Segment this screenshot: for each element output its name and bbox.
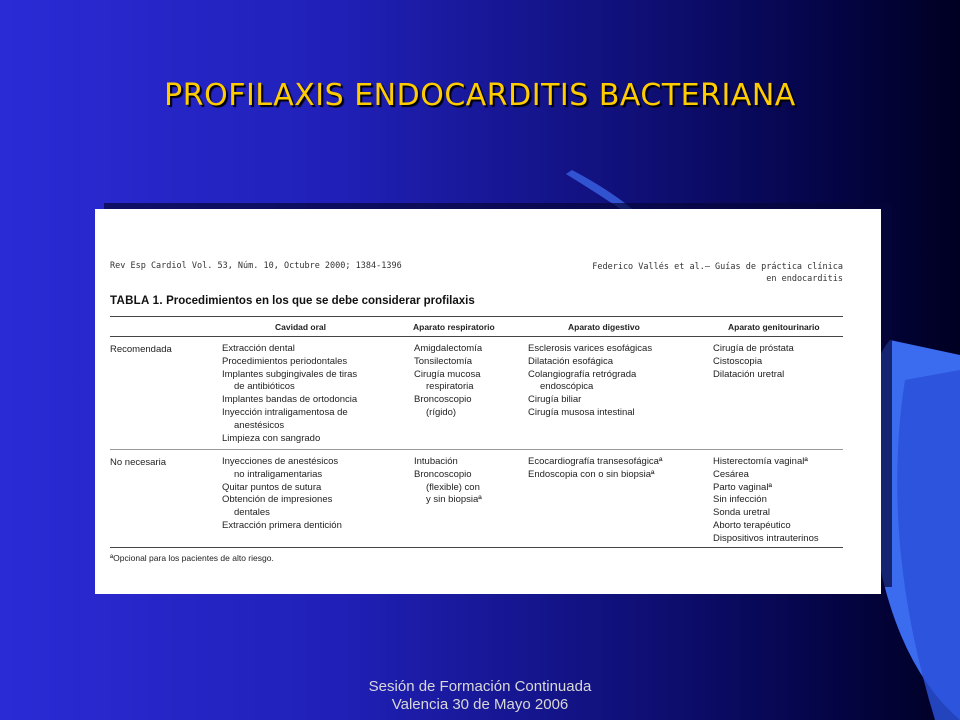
cell-line: respiratoria (426, 381, 474, 393)
cell-line: de antibióticos (234, 381, 295, 393)
citation-right-line1: Federico Vallés et al.– Guías de práctica clínica (592, 262, 843, 272)
cell-line: Extracción dental (222, 343, 295, 354)
cell-line: Obtención de impresiones (222, 494, 333, 506)
row-label: No necesaria (110, 457, 166, 468)
table-label: TABLA 1. (110, 295, 163, 307)
cell-line: Intubación (414, 456, 458, 467)
table-cell (414, 343, 482, 420)
cell-line: Inyecciones de anestésicos (222, 456, 339, 467)
cell-line: Cirugía musosa intestinal (528, 406, 635, 418)
cell-line: Extracción primera dentición (222, 519, 342, 531)
cell-line: Endoscopia con o sin biopsiaª (528, 468, 655, 480)
cell-line: Broncoscopio (414, 394, 472, 406)
footer-line1: Sesión de Formación Continuada (368, 678, 592, 695)
scanned-table-image (95, 209, 881, 594)
row-divider (110, 449, 843, 450)
cell-line: Esclerosis varices esofágicas (528, 343, 653, 354)
column-header: Aparato digestivo (568, 322, 640, 332)
table-cell (222, 343, 357, 445)
cell-line: Ecocardiografía transesofágicaª (528, 456, 663, 467)
table-top-rule (110, 316, 843, 317)
cell-line: dentales (234, 507, 270, 519)
cell-line: Amigdalectomía (414, 343, 483, 354)
cell-line: Histerectomía vaginalª (713, 456, 808, 467)
cell-line: Cirugía de próstata (713, 343, 794, 354)
footer-line2: Valencia 30 de Mayo 2006 (391, 696, 569, 713)
cell-line: Inyección intraligamentosa de (222, 406, 348, 418)
cell-line: Implantes bandas de ortodoncia (222, 394, 358, 406)
column-header: Aparato respiratorio (413, 322, 495, 332)
cell-line: Colangiografía retrógrada (528, 368, 637, 380)
cell-line: Cistoscopia (713, 355, 763, 367)
cell-line: Parto vaginalª (713, 481, 772, 493)
decorative-mid-shape (897, 370, 960, 720)
cell-line: Limpieza con sangrado (222, 432, 321, 444)
cell-line: Cesárea (713, 468, 749, 480)
cell-line: Implantes subgingivales de tiras (222, 368, 358, 380)
table-footnote: ªOpcional para los pacientes de alto riesgo. (110, 553, 274, 563)
citation-right-line2: en endocarditis (766, 274, 843, 284)
table-cell (528, 456, 662, 482)
header-bottom-rule (110, 336, 843, 337)
table-bottom-rule (110, 547, 843, 548)
table-cell (713, 343, 794, 381)
cell-line: Dilatación esofágica (528, 355, 614, 367)
table-cell (414, 456, 482, 507)
column-header: Aparato genitourinario (728, 322, 820, 332)
table-cell (222, 456, 342, 533)
cell-line: Procedimientos periodontales (222, 355, 348, 367)
row-label: Recomendada (110, 344, 172, 355)
cell-line: endoscópica (540, 381, 594, 393)
cell-line: (flexible) con (426, 481, 480, 493)
cell-line: Broncoscopio (414, 468, 472, 480)
citation-right (592, 261, 843, 285)
cell-line: (rígido) (426, 406, 457, 418)
cell-line: anestésicos (234, 419, 285, 431)
cell-line: Sonda uretral (713, 507, 771, 519)
citation-left: Rev Esp Cardiol Vol. 53, Núm. 10, Octubre 2000; 1384-1396 (110, 261, 402, 271)
slide-footer (0, 678, 960, 714)
cell-line: Sin infección (713, 494, 767, 506)
cell-line: Tonsilectomía (414, 355, 473, 367)
table-cell (713, 456, 819, 546)
cell-line: Cirugía biliar (528, 394, 582, 406)
cell-line: Aborto terapéutico (713, 519, 791, 531)
cell-line: Dispositivos intrauterinos (713, 532, 819, 544)
cell-line: Cirugía mucosa (414, 368, 481, 380)
column-header: Cavidad oral (275, 322, 327, 332)
cell-line: no intraligamentarias (234, 468, 323, 480)
slide-title: PROFILAXIS ENDOCARDITIS BACTERIANA (164, 78, 796, 113)
cell-line: y sin biopsiaª (426, 494, 482, 506)
cell-line: Quitar puntos de sutura (222, 481, 322, 493)
table-title: Procedimientos en los que se debe considerar profilaxis (166, 295, 475, 307)
table-cell (528, 343, 652, 420)
cell-line: Dilatación uretral (713, 368, 785, 380)
table-caption (110, 295, 475, 307)
